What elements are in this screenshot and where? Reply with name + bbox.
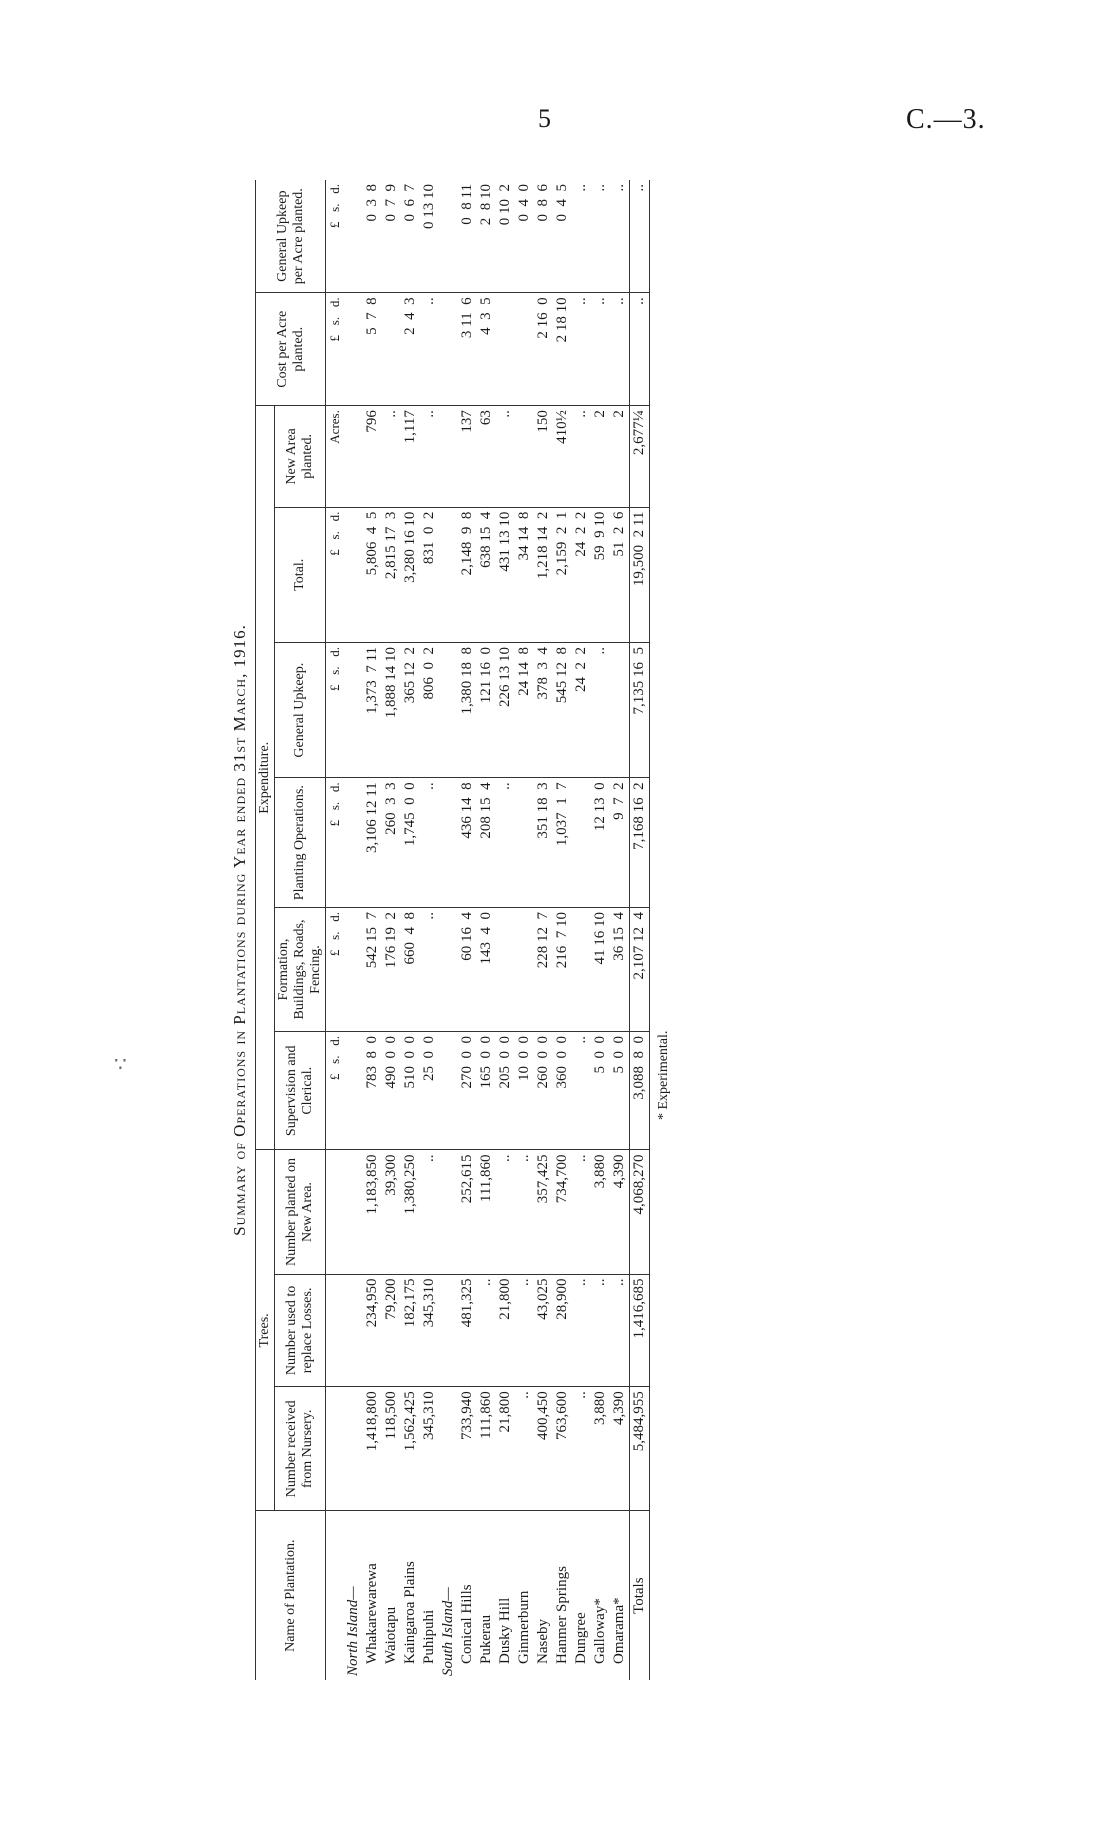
unit-money: £ s. d.	[326, 507, 345, 642]
cell-total: 51 2 6	[610, 507, 630, 642]
cell-planting: 260 3 3	[382, 778, 401, 908]
cell-supervision: ..	[572, 1032, 591, 1150]
cell-received: 763,600	[553, 1387, 572, 1511]
totals-formation: 2,107 12 4	[630, 908, 650, 1032]
plantation-name: Conical Hills	[459, 1584, 475, 1664]
page-number: 5	[538, 104, 551, 133]
cell-received: ..	[515, 1387, 534, 1511]
header-planted: Number planted on New Area.	[275, 1150, 326, 1274]
cell-upkeep: 545 12 8	[553, 642, 572, 777]
cell-planting: 12 13 0	[591, 778, 610, 908]
cell-formation	[496, 908, 515, 1032]
totals-upkeep-acre: ..	[630, 180, 650, 293]
group-header-row	[439, 180, 458, 1680]
cell-cost: ..	[591, 293, 610, 406]
cell-cost: 5 7 8	[363, 293, 382, 406]
units-row	[326, 180, 345, 1680]
table-row	[420, 180, 439, 1680]
cell-new-area: 2	[591, 406, 610, 508]
cell-planted: 357,425	[534, 1150, 553, 1274]
cell-total: 3,280 16 10	[401, 507, 420, 642]
cell-received: 1,418,800	[363, 1387, 382, 1511]
totals-replace: 1,416,685	[630, 1274, 650, 1387]
cell-new-area	[515, 406, 534, 508]
cell-upkeep: 226 13 10	[496, 642, 515, 777]
cell-new-area: ..	[572, 406, 591, 508]
plantation-name: Galloway*	[592, 1598, 608, 1664]
cell-planted: 3,880	[591, 1150, 610, 1274]
group-label: North Island—	[345, 1586, 361, 1676]
cell-formation: 41 16 10	[591, 908, 610, 1032]
totals-label: Totals	[631, 1577, 647, 1614]
cell-upkeep-acre: 0 7 9	[382, 180, 401, 293]
cell-upkeep: 1,888 14 10	[382, 642, 401, 777]
cell-upkeep-acre: 0 13 10	[420, 180, 439, 293]
cell-upkeep-acre: 0 8 6	[534, 180, 553, 293]
header-formation: Formation, Buildings, Roads, Fencing.	[275, 908, 326, 1032]
unit-acres: Acres.	[326, 406, 345, 508]
unit-money: £ s. d.	[326, 642, 345, 777]
unit-money: £ s. d.	[326, 293, 345, 406]
cell-upkeep: 24 14 8	[515, 642, 534, 777]
cell-upkeep-acre: 0 4 0	[515, 180, 534, 293]
header-replace: Number used to replace Losses.	[275, 1274, 326, 1387]
cell-cost	[515, 293, 534, 406]
cell-total: 638 15 4	[477, 507, 496, 642]
rotated-table-region	[225, 180, 905, 1680]
cell-upkeep-acre: 0 10 2	[496, 180, 515, 293]
cell-supervision: 5 0 0	[610, 1032, 630, 1150]
cell-formation: 542 15 7	[363, 908, 382, 1032]
cell-new-area: 63	[477, 406, 496, 508]
cell-upkeep-acre: 2 8 10	[477, 180, 496, 293]
cell-upkeep: 1,373 7 11	[363, 642, 382, 777]
cell-total: 1,218 14 2	[534, 507, 553, 642]
cell-upkeep-acre: 0 3 8	[363, 180, 382, 293]
cell-new-area: 796	[363, 406, 382, 508]
cell-total: 2,815 17 3	[382, 507, 401, 642]
cell-replace: 481,325	[458, 1274, 477, 1387]
cell-upkeep-acre: ..	[610, 180, 630, 293]
plantation-name: Dungree	[573, 1612, 589, 1664]
cell-planted: ..	[515, 1150, 534, 1274]
plantation-name: Ginmerburn	[516, 1590, 532, 1664]
cell-planted: 734,700	[553, 1150, 572, 1274]
cell-planting: ..	[496, 778, 515, 908]
cell-upkeep: ..	[591, 642, 610, 777]
cell-planting: ..	[420, 778, 439, 908]
cell-supervision: 205 0 0	[496, 1032, 515, 1150]
cell-planted: ..	[572, 1150, 591, 1274]
plantation-name: Kaingaroa Plains	[402, 1561, 418, 1664]
cell-received: 111,860	[477, 1387, 496, 1511]
cell-cost: 2 18 10	[553, 293, 572, 406]
cell-replace: ..	[515, 1274, 534, 1387]
table-row	[515, 180, 534, 1680]
cell-upkeep: 1,380 18 8	[458, 642, 477, 777]
cell-supervision: 510 0 0	[401, 1032, 420, 1150]
cell-formation: 143 4 0	[477, 908, 496, 1032]
cell-replace: 28,900	[553, 1274, 572, 1387]
cell-formation: 228 12 7	[534, 908, 553, 1032]
cell-supervision: 25 0 0	[420, 1032, 439, 1150]
summary-table	[255, 180, 650, 1680]
cell-planted: ..	[420, 1150, 439, 1274]
table-body	[326, 180, 630, 1680]
cell-planting: 351 18 3	[534, 778, 553, 908]
header-upkeep: General Upkeep.	[275, 642, 326, 777]
cell-total: 431 13 10	[496, 507, 515, 642]
totals-cost: ..	[630, 293, 650, 406]
footnote: * Experimental.	[656, 1030, 671, 1120]
cell-planting	[572, 778, 591, 908]
cell-cost: 2 16 0	[534, 293, 553, 406]
cell-formation: 36 15 4	[610, 908, 630, 1032]
totals-row	[630, 180, 650, 1680]
cell-planting: 1,745 0 0	[401, 778, 420, 908]
cell-new-area: ..	[420, 406, 439, 508]
cell-supervision: 5 0 0	[591, 1032, 610, 1150]
totals-received: 5,484,955	[630, 1387, 650, 1511]
cell-supervision: 360 0 0	[553, 1032, 572, 1150]
table-row	[572, 180, 591, 1680]
cell-received: 21,800	[496, 1387, 515, 1511]
cell-upkeep-acre: 0 6 7	[401, 180, 420, 293]
header-supervision: Supervision and Clerical.	[275, 1032, 326, 1150]
cell-new-area: 1,117	[401, 406, 420, 508]
table-row	[477, 180, 496, 1680]
cell-new-area: ..	[496, 406, 515, 508]
plantation-name: Hanmer Springs	[554, 1566, 570, 1664]
cell-planted: 1,380,250	[401, 1150, 420, 1274]
plantation-name: Naseby	[535, 1619, 551, 1664]
totals-planted: 4,068,270	[630, 1150, 650, 1274]
cell-new-area: ..	[382, 406, 401, 508]
cell-planting: 1,037 1 7	[553, 778, 572, 908]
group-header-row	[344, 180, 363, 1680]
cell-formation: 660 4 8	[401, 908, 420, 1032]
cell-new-area: 2	[610, 406, 630, 508]
table-row	[591, 180, 610, 1680]
unit-money: £ s. d.	[326, 908, 345, 1032]
cell-upkeep: 121 16 0	[477, 642, 496, 777]
header-total: Total.	[275, 507, 326, 642]
cell-replace: ..	[591, 1274, 610, 1387]
cell-upkeep-acre: 0 8 11	[458, 180, 477, 293]
cell-cost: ..	[610, 293, 630, 406]
cell-new-area: 410½	[553, 406, 572, 508]
group-label: South Island—	[440, 1587, 456, 1676]
cell-cost: 3 11 6	[458, 293, 477, 406]
cell-total: 5,806 4 5	[363, 507, 382, 642]
cell-supervision: 10 0 0	[515, 1032, 534, 1150]
cell-cost: 4 3 5	[477, 293, 496, 406]
cell-replace: ..	[477, 1274, 496, 1387]
cell-new-area: 137	[458, 406, 477, 508]
cell-total: 59 9 10	[591, 507, 610, 642]
table-caption	[225, 180, 255, 1680]
cell-replace: 43,025	[534, 1274, 553, 1387]
cell-cost	[496, 293, 515, 406]
header-received: Number received from Nursery.	[275, 1387, 326, 1511]
cell-replace: 234,950	[363, 1274, 382, 1387]
cell-total: 34 14 8	[515, 507, 534, 642]
stray-mark: ∵	[114, 1054, 127, 1076]
header-cost-per-acre: Cost per Acre planted.	[256, 293, 326, 406]
cell-upkeep: 378 3 4	[534, 642, 553, 777]
cell-supervision: 260 0 0	[534, 1032, 553, 1150]
cell-received: 400,450	[534, 1387, 553, 1511]
cell-total: 831 0 2	[420, 507, 439, 642]
table-row	[458, 180, 477, 1680]
cell-formation: 176 19 2	[382, 908, 401, 1032]
plantation-name: Pukerau	[478, 1614, 494, 1664]
cell-upkeep-acre: ..	[591, 180, 610, 293]
table-row	[363, 180, 382, 1680]
cell-cost: ..	[420, 293, 439, 406]
unit-money: £ s. d.	[326, 180, 345, 293]
plantation-name: Omarama*	[611, 1597, 627, 1664]
cell-formation	[572, 908, 591, 1032]
cell-supervision: 165 0 0	[477, 1032, 496, 1150]
header-name: Name of Plantation.	[256, 1511, 326, 1680]
cell-replace: ..	[572, 1274, 591, 1387]
header-new-area: New Area planted.	[275, 406, 326, 508]
cell-upkeep: 365 12 2	[401, 642, 420, 777]
cell-planted: 252,615	[458, 1150, 477, 1274]
cell-received: 118,500	[382, 1387, 401, 1511]
cell-supervision: 270 0 0	[458, 1032, 477, 1150]
cell-replace: ..	[610, 1274, 630, 1387]
totals-upkeep: 7,135 16 5	[630, 642, 650, 777]
totals-planting: 7,168 16 2	[630, 778, 650, 908]
table-row	[496, 180, 515, 1680]
cell-planted: ..	[496, 1150, 515, 1274]
plantation-name: Puhipuhi	[421, 1609, 437, 1664]
table-row	[534, 180, 553, 1680]
cell-planting: 3,106 12 11	[363, 778, 382, 908]
cell-supervision: 490 0 0	[382, 1032, 401, 1150]
cell-formation: ..	[420, 908, 439, 1032]
cell-cost: 2 4 3	[401, 293, 420, 406]
plantation-name: Dusky Hill	[497, 1597, 513, 1664]
cell-formation	[515, 908, 534, 1032]
header-trees-group: Trees.	[256, 1150, 275, 1511]
unit-money: £ s. d.	[326, 1032, 345, 1150]
cell-planting: 208 15 4	[477, 778, 496, 908]
cell-formation: 60 16 4	[458, 908, 477, 1032]
totals-new-area: 2,677¼	[630, 406, 650, 508]
cell-received: ..	[572, 1387, 591, 1511]
cell-total: 2,148 9 8	[458, 507, 477, 642]
cell-supervision: 783 8 0	[363, 1032, 382, 1150]
cell-planting: 436 14 8	[458, 778, 477, 908]
table-row	[553, 180, 572, 1680]
totals-supervision: 3,088 8 0	[630, 1032, 650, 1150]
cell-received: 4,390	[610, 1387, 630, 1511]
header-planting-ops: Planting Operations.	[275, 778, 326, 908]
cell-planted: 4,390	[610, 1150, 630, 1274]
cell-replace: 79,200	[382, 1274, 401, 1387]
cell-planted: 1,183,850	[363, 1150, 382, 1274]
cell-upkeep: 24 2 2	[572, 642, 591, 777]
plantation-name: Waiotapu	[383, 1606, 399, 1664]
cell-planted: 39,300	[382, 1150, 401, 1274]
cell-upkeep-acre: 0 4 5	[553, 180, 572, 293]
cell-upkeep: 806 0 2	[420, 642, 439, 777]
cell-cost	[382, 293, 401, 406]
cell-replace: 21,800	[496, 1274, 515, 1387]
unit-money: £ s. d.	[326, 778, 345, 908]
cell-total: 2,159 2 1	[553, 507, 572, 642]
cell-cost: ..	[572, 293, 591, 406]
cell-received: 733,940	[458, 1387, 477, 1511]
cell-new-area: 150	[534, 406, 553, 508]
document-reference: C.—3.	[906, 104, 986, 135]
cell-upkeep-acre: ..	[572, 180, 591, 293]
cell-planting	[515, 778, 534, 908]
cell-formation: 216 7 10	[553, 908, 572, 1032]
cell-planting: 9 7 2	[610, 778, 630, 908]
plantation-name: Whakarewarewa	[364, 1563, 380, 1664]
cell-received: 345,310	[420, 1387, 439, 1511]
table-row	[610, 180, 630, 1680]
cell-received: 3,880	[591, 1387, 610, 1511]
caption-text: Summary of Operations in Plantations during Year ended 31st March, 1916.	[230, 624, 249, 1236]
header-expenditure-group: Expenditure.	[256, 406, 275, 1150]
cell-replace: 345,310	[420, 1274, 439, 1387]
cell-replace: 182,175	[401, 1274, 420, 1387]
cell-received: 1,562,425	[401, 1387, 420, 1511]
totals-total: 19,500 2 11	[630, 507, 650, 642]
cell-upkeep	[610, 642, 630, 777]
header-upkeep-per-acre: General Upkeep per Acre planted.	[256, 180, 326, 293]
table-row	[401, 180, 420, 1680]
table-row	[382, 180, 401, 1680]
cell-total: 24 2 2	[572, 507, 591, 642]
cell-planted: 111,860	[477, 1150, 496, 1274]
